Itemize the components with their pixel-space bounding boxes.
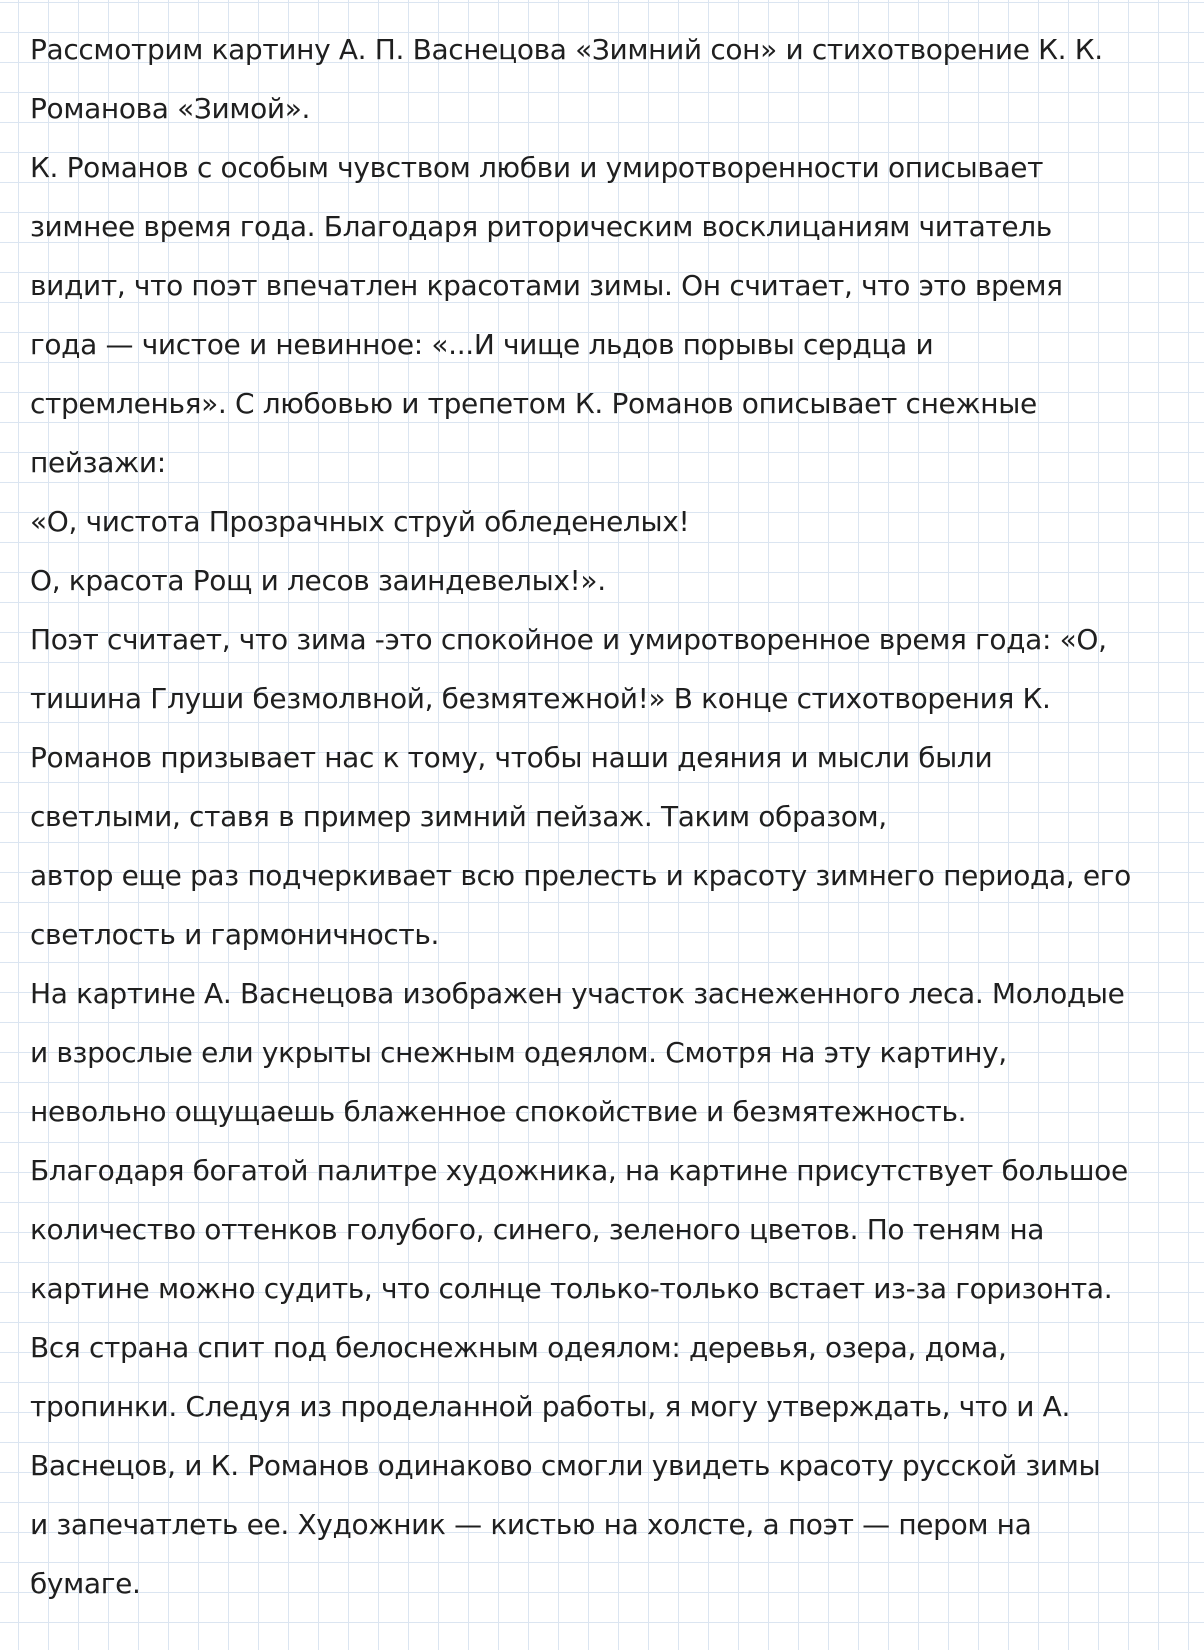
text-line: светлыми, ставя в пример зимний пейзаж. Таким образом, [30,800,887,833]
text-line: невольно ощущаешь блаженное спокойствие и безмятежность. [30,1095,967,1128]
text-line: пейзажи: [30,446,166,479]
text-line: светлость и гармоничность. [30,918,440,951]
text-line: и взрослые ели укрыты снежным одеялом. Смотря на эту картину, [30,1036,1007,1069]
text-line: тишина Глуши безмолвной, безмятежной!» В конце стихотворения К. [30,682,1051,715]
text-line: К. Романов с особым чувством любви и умиротворенности описывает [30,151,1044,184]
text-line: Романова «Зимой». [30,92,311,125]
text-line: Благодаря богатой палитре художника, на картине присутствует большое [30,1154,1128,1187]
text-line: зимнее время года. Благодаря риторическим восклицаниям читатель [30,210,1052,243]
text-line: автор еще раз подчеркивает всю прелесть и красоту зимнего периода, его [30,859,1131,892]
text-line: Поэт считает, что зима -это спокойное и умиротворенное время года: «О, [30,623,1107,656]
text-line: На картине А. Васнецова изображен участок заснеженного леса. Молодые [30,977,1125,1010]
text-line: видит, что поэт впечатлен красотами зимы. Он считает, что это время [30,269,1063,302]
essay-text [30,27,1204,1620]
text-line: Васнецов, и К. Романов одинаково смогли увидеть красоту русской зимы [30,1449,1101,1482]
text-line: года — чистое и невинное: «...И чище льдов порывы сердца и [30,328,934,361]
text-line: Рассмотрим картину А. П. Васнецова «Зимний сон» и стихотворение К. К. [30,33,1103,66]
text-line: и запечатлеть ее. Художник — кистью на холсте, а поэт — пером на [30,1508,1032,1541]
text-line: бумаге. [30,1567,141,1600]
text-line: Романов призывает нас к тому, чтобы наши деяния и мысли были [30,741,993,774]
text-line: стремленья». С любовью и трепетом К. Романов описывает снежные [30,387,1037,420]
poem-quote-line: О, красота Рощ и лесов заиндевелых!». [30,564,606,597]
text-line: тропинки. Следуя из проделанной работы, я могу утверждать, что и А. [30,1390,1071,1423]
poem-quote-line: «О, чистота Прозрачных струй обледенелых! [30,505,690,538]
text-line: количество оттенков голубого, синего, зеленого цветов. По теням на [30,1213,1045,1246]
text-line: картине можно судить, что солнце только-только встает из-за горизонта. [30,1272,1113,1305]
text-line: Вся страна спит под белоснежным одеялом: деревья, озера, дома, [30,1331,1007,1364]
